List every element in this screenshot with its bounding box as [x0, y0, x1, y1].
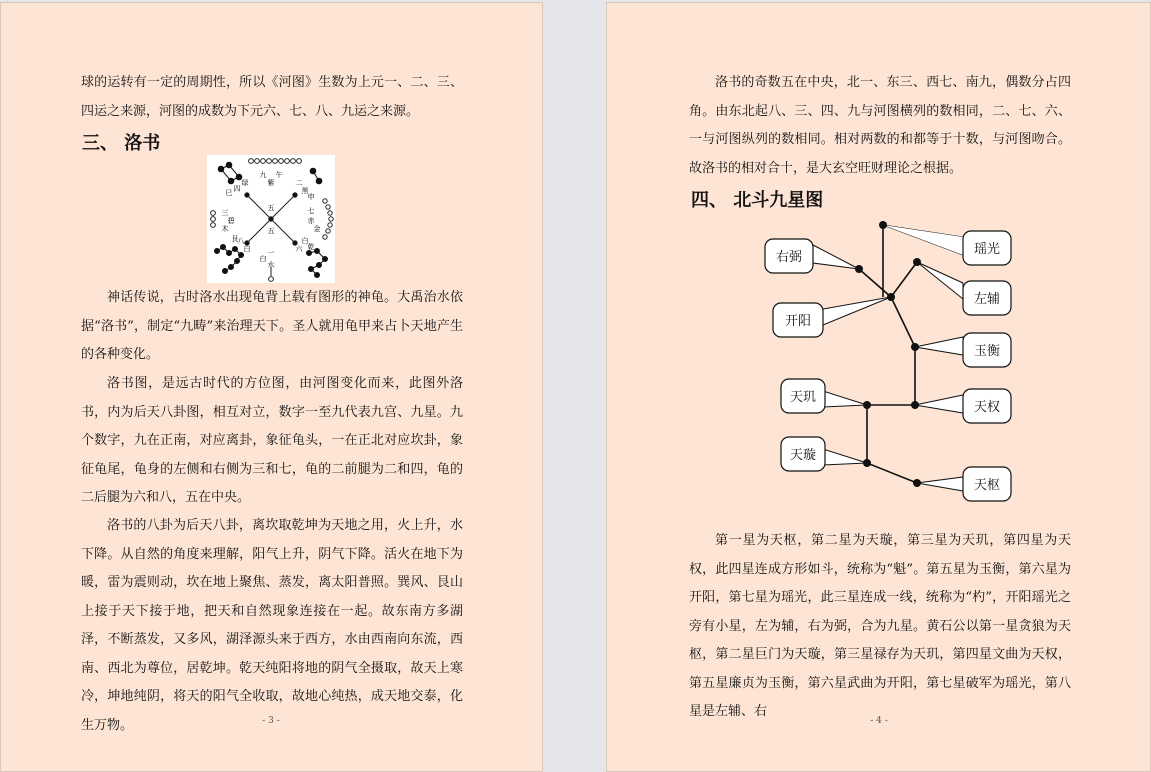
page-right — [606, 2, 1151, 772]
luoshu-label: 四 — [233, 185, 241, 193]
luoshu-label: 乾 — [307, 243, 315, 251]
luoshu-label: 七 — [307, 207, 315, 215]
label-tianquan: 天权 — [973, 400, 1001, 415]
luoshu-label: 三 — [221, 209, 229, 217]
star-node — [911, 401, 919, 409]
luoshu-label: 金 — [313, 225, 321, 233]
paragraph-luoshu-diagram: 洛书图，是远古时代的方位图，由河图变化而来，此图外洛书，内为后天八卦图，相互对立，数字一至九代表九宫、九星。九个数字，九在正南，对应离卦，象征龟头，一在正北对应坎卦，象征龟尾，龟身的左侧和右侧为三和七，龟的二前腿为二和四，龟的二后腿为六和八，五在中央。 — [81, 376, 463, 505]
paragraph-luoshu-numbers: 洛书的奇数五在中央，北一、东三、西七、南九，偶数分占四角。由东北起八、三、四、九与河图横列的数相同，二、七、六、一与河图纵列的数相同。相对两数的和都等于十数，与河图吻合。故洛书的相对合十，是大玄空旺财理论之根据。 — [689, 75, 1071, 176]
luoshu-label: 木 — [221, 225, 229, 233]
luoshu-label: 紫 — [267, 179, 275, 187]
star-node — [913, 479, 921, 487]
luoshu-label: 午 — [275, 171, 283, 179]
intro-paragraph: 球的运转有一定的周期性，所以《河图》生数为上元一、二、三、四运之来源，河图的成数为下元六、七、八、九运之来源。 — [81, 75, 463, 119]
luoshu-label: 白 — [301, 237, 309, 245]
label-tianxuan: 天璇 — [789, 448, 817, 463]
label-zuofu: 左辅 — [973, 292, 1001, 307]
luoshu-label: 八 — [237, 237, 245, 245]
big-dipper-diagram — [757, 215, 1017, 505]
star-node — [879, 221, 887, 229]
star-node — [863, 401, 871, 409]
star-node — [913, 258, 921, 266]
center-label-1: 五 — [267, 204, 275, 212]
paragraph-legend: 神话传说，古时洛水出现龟背上载有图形的神龟。大禹治水依据“洛书”，制定“九畴”来治理天下。圣人就用龟甲来占卜天地产生的各种变化。 — [81, 290, 463, 362]
page-number-left: - 3 - — [262, 716, 280, 726]
luoshu-label: 艮 — [231, 235, 239, 243]
center-label-2: 五 — [267, 227, 275, 235]
section-heading-beidou: 四、 北斗九星图 — [691, 190, 824, 211]
luoshu-label: 一 — [267, 249, 275, 257]
luoshu-label: 六 — [295, 245, 303, 253]
star-node — [911, 343, 919, 351]
page-left — [0, 2, 543, 772]
luoshu-label: 碧 — [227, 217, 235, 225]
label-youbi: 右弼 — [775, 250, 803, 265]
luoshu-label: 九 — [259, 171, 267, 179]
label-kaiyang: 开阳 — [784, 314, 812, 329]
paragraph-bagua: 洛书的八卦为后天八卦，离坎取乾坤为天地之用，火上升，水下降。从自然的角度来理解，阳气上升，阴气下降。活火在地下为暖，雷为震则动，坎在地上聚焦、蒸发，离太阳普照。巽风、艮山上接于天下接于地，把天和自然现象连接在一起。故东南方多湖泽，不断蒸发，又多风，湖泽源头来于西方，水由西南向东流，西南、西北为尊位，居乾坤。乾天纯阳将地的阴气全摄取，故天上寒冷，坤地纯阴，将天的阳气全收取，故地心纯热，成天地交泰，化生万物。 — [81, 518, 463, 733]
luoshu-label: 黑 — [301, 187, 309, 195]
section-heading-luoshu: 三、 洛书 — [82, 133, 161, 154]
label-yuheng: 玉衡 — [973, 344, 1001, 359]
luoshu-label: 二 — [295, 179, 303, 187]
star-node — [855, 265, 863, 273]
luoshu-label: 巳 — [225, 189, 233, 197]
star-node — [863, 459, 871, 467]
luoshu-figure — [207, 155, 335, 283]
star-node — [887, 293, 895, 301]
label-yaoguang: 瑶光 — [973, 242, 1001, 257]
page-number-right: - 4 - — [870, 716, 888, 726]
luoshu-label: 水 — [267, 261, 275, 269]
luoshu-label: 申 — [307, 193, 315, 201]
luoshu-label: 绿 — [241, 179, 249, 187]
luoshu-label: 白 — [259, 255, 267, 263]
luoshu-label: 赤 — [307, 217, 315, 225]
label-tianshu: 天枢 — [973, 478, 1001, 493]
paragraph-nine-stars: 第一星为天枢，第二星为天璇，第三星为天玑，第四星为天权，此四星连成方形如斗，统称为“魁”。第五星为玉衡，第六星为开阳，第七星为瑶光，此三星连成一线，统称为“杓”，开阳瑶光之旁有小星，左为辅，右为弼，合为九星。黄石公以第一星贪狼为天枢，第二星巨门为天璇，第三星禄存为天玑，第四星文曲为天权，第五星廉贞为玉衡，第六星武曲为开阳，第七星破军为瑶光，第八星是左辅、右 — [689, 533, 1071, 719]
luoshu-label: 白 — [243, 245, 251, 253]
label-tianji: 天玑 — [789, 390, 817, 405]
